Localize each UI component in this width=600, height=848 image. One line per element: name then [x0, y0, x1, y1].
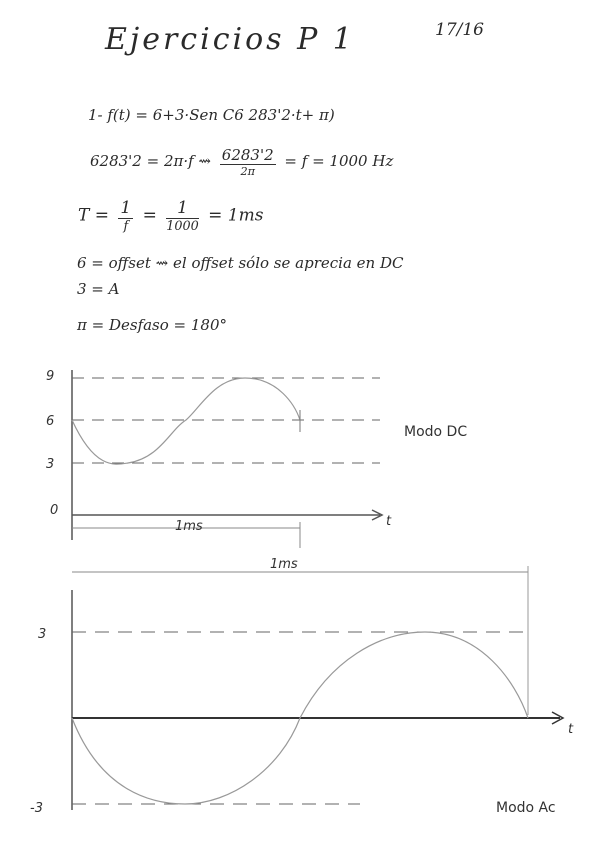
dc-t-label: t	[386, 514, 392, 529]
dc-y-label-3: 3	[46, 457, 55, 472]
period-fraction-2-num: 1	[166, 198, 198, 219]
function-line: 1- f(t) = 6+3·Sen C6 283'2·t+ π)	[88, 106, 335, 124]
period-fraction-1-den: f	[123, 219, 129, 234]
period-right: = 1ms	[208, 205, 264, 226]
frequency-numerator: 6283'2	[221, 146, 274, 164]
ac-t-label: t	[568, 722, 574, 737]
period-fraction-2-den: 1000	[166, 219, 199, 234]
dc-period-label: 1ms	[175, 519, 203, 534]
frequency-left: 6283'2 = 2π·f ⇝	[90, 152, 212, 170]
dc-y-label-0: 0	[50, 503, 59, 518]
ac-mode-label: Modo Ac	[496, 800, 556, 816]
phase-line: π = Desfaso = 180°	[77, 316, 228, 334]
ac-y-label-minus-3: -3	[30, 801, 43, 816]
dc-graph	[46, 369, 467, 548]
amplitude-line: 3 = A	[77, 280, 120, 298]
period-left: T =	[78, 205, 109, 226]
period-fraction-1-num: 1	[120, 198, 132, 218]
ac-period-label: 1ms	[270, 557, 298, 572]
frequency-right: = f = 1000 Hz	[284, 152, 394, 170]
dc-y-label-9: 9	[46, 369, 55, 384]
page-title: Ejercicios P 1	[105, 22, 355, 57]
ac-y-label-3: 3	[38, 627, 47, 642]
dc-waveform	[72, 378, 300, 464]
offset-line: 6 = offset ⇝ el offset sólo se aprecia en DC	[77, 254, 404, 272]
frequency-denominator: 2π	[240, 165, 255, 178]
period-equals: =	[142, 205, 157, 226]
dc-y-label-6: 6	[46, 414, 55, 429]
dc-mode-label: Modo DC	[404, 424, 468, 440]
date-text: 17/16	[435, 20, 484, 40]
ac-graph	[30, 557, 574, 816]
